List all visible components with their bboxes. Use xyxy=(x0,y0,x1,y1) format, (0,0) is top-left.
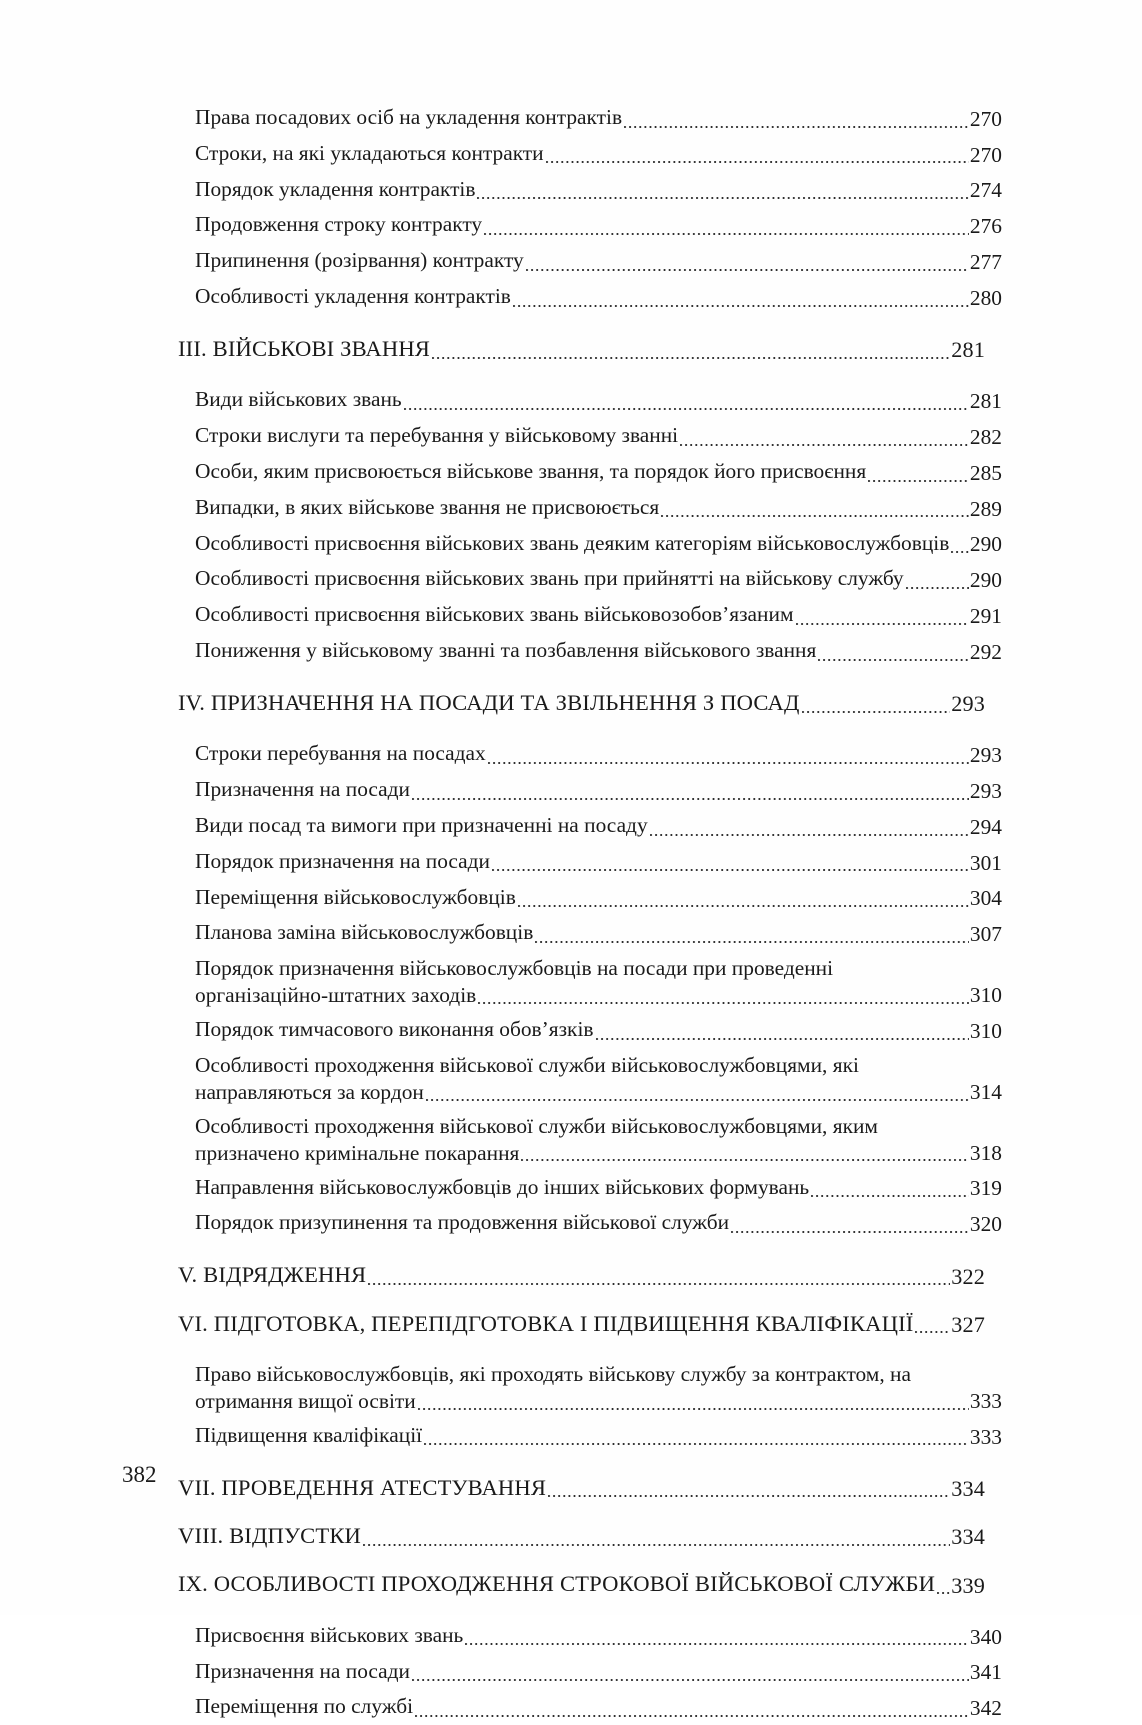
toc-entry-title: Продовження строку контракту xyxy=(195,212,483,237)
toc-entry-title: VIII. ВІДПУСТКИ xyxy=(178,1522,362,1548)
toc-entry-page-number: 294 xyxy=(969,814,1002,839)
toc-entry-title: Призначення на посади xyxy=(195,777,411,802)
dot-leader xyxy=(418,1392,969,1413)
toc-entry-title: IV. ПРИЗНАЧЕННЯ НА ПОСАДИ ТА ЗВІЛЬНЕННЯ З ПОСАД xyxy=(178,689,800,715)
toc-sub-entry[interactable] xyxy=(195,454,1002,490)
toc-entry-page-number: 289 xyxy=(969,496,1002,521)
toc-entry-title: Порядок тимчасового виконання обов’язків xyxy=(195,1017,594,1042)
toc-entry-page-number: 282 xyxy=(969,424,1002,449)
toc-chapter-entry[interactable] xyxy=(178,1569,985,1598)
toc-sub-entry[interactable] xyxy=(195,1048,1002,1109)
toc-chapter-entry[interactable] xyxy=(178,1260,985,1289)
toc-sub-entry[interactable] xyxy=(195,1654,1002,1690)
toc-entry-title: Присвоєння військових звань xyxy=(195,1622,464,1647)
toc-chapter-entry[interactable] xyxy=(178,688,985,717)
toc-sub-entry[interactable] xyxy=(195,951,1002,1012)
toc-sub-entry[interactable] xyxy=(195,633,1002,669)
dot-leader xyxy=(465,1628,969,1649)
toc-entry-tail xyxy=(195,1080,1002,1105)
toc-entry-page-number: 301 xyxy=(969,850,1002,875)
toc-entry-title: VII. ПРОВЕДЕННЯ АТЕСТУВАННЯ xyxy=(178,1474,547,1500)
table-of-contents xyxy=(178,100,1002,1725)
page-folio-number: 382 xyxy=(122,1462,157,1487)
toc-entry-title: Особливості проходження військової служби військовослужбовцями, яким xyxy=(195,1113,878,1138)
dot-leader xyxy=(513,290,969,311)
dot-leader xyxy=(650,818,969,839)
toc-entry-page-number: 314 xyxy=(969,1079,1002,1104)
toc-chapter-entry[interactable] xyxy=(178,1521,985,1550)
toc-sub-entry[interactable] xyxy=(195,915,1002,951)
toc-entry-page-number: 310 xyxy=(969,1018,1002,1043)
toc-entry-page-number: 333 xyxy=(969,1388,1002,1413)
toc-entry-title: IX. ОСОБЛИВОСТІ ПРОХОДЖЕННЯ СТРОКОВОЇ ВІЙСЬКОВОЇ СЛУЖБИ xyxy=(178,1571,936,1597)
toc-chapter-entry[interactable] xyxy=(178,1473,985,1502)
toc-sub-entry[interactable] xyxy=(195,207,1002,243)
dot-leader xyxy=(488,747,969,768)
toc-entry-page-number: 276 xyxy=(969,214,1002,239)
toc-entry-page-number: 334 xyxy=(951,1475,985,1501)
dot-leader xyxy=(868,464,969,485)
toc-entry-page-number: 290 xyxy=(969,568,1002,593)
toc-entry-title: Переміщення військовослужбовців xyxy=(195,884,516,909)
toc-sub-entry[interactable] xyxy=(195,279,1002,315)
toc-entry-page-number: 293 xyxy=(969,778,1002,803)
toc-entry-title: Види військових звань xyxy=(195,387,402,412)
toc-sub-entry[interactable] xyxy=(195,100,1002,136)
toc-entry-title: Строки, на які укладаються контракти xyxy=(195,140,544,165)
toc-entry-title: Види посад та вимоги при призначенні на посаду xyxy=(195,812,648,837)
toc-entry-title: Підвищення кваліфікації xyxy=(195,1422,423,1447)
dot-leader xyxy=(661,500,969,521)
toc-entry-title: Випадки, в яких військове звання не присвоюється xyxy=(195,494,660,519)
toc-entry-page-number: 270 xyxy=(969,142,1002,167)
toc-entry-page-number: 292 xyxy=(969,639,1002,664)
toc-chapter-entry[interactable] xyxy=(178,334,985,363)
toc-sub-entry[interactable] xyxy=(195,772,1002,808)
toc-entry-page-number: 290 xyxy=(969,532,1002,557)
dot-leader xyxy=(818,644,969,665)
toc-entry-page-number: 333 xyxy=(969,1424,1002,1449)
toc-sub-entry[interactable] xyxy=(195,382,1002,418)
toc-entry-page-number: 274 xyxy=(969,178,1002,203)
toc-entry-title: Планова заміна військовослужбовців xyxy=(195,920,534,945)
toc-entry-page-number: 318 xyxy=(969,1140,1002,1165)
dot-leader xyxy=(731,1216,969,1237)
toc-entry-page-number: 281 xyxy=(951,337,985,363)
toc-entry-page-number: 340 xyxy=(969,1624,1002,1649)
dot-leader xyxy=(915,1315,950,1338)
dot-leader xyxy=(951,536,969,557)
dot-leader xyxy=(811,1180,969,1201)
dot-leader xyxy=(518,890,969,911)
toc-sub-entry[interactable] xyxy=(195,1689,1002,1725)
dot-leader xyxy=(424,1428,969,1449)
toc-sub-entry[interactable] xyxy=(195,1205,1002,1241)
toc-entry-page-number: 320 xyxy=(969,1212,1002,1237)
toc-entry-tail xyxy=(195,1141,1002,1166)
toc-entry-title: Особливості присвоєння військових звань військовозобов’язаним xyxy=(195,602,794,627)
toc-entry-title-continued: організаційно-штатних заходів xyxy=(195,983,477,1008)
dot-leader xyxy=(521,1144,969,1165)
toc-entry-title: Особливості укладення контрактів xyxy=(195,284,511,309)
dot-leader xyxy=(796,608,969,629)
toc-entry-title: Призначення на посади xyxy=(195,1658,411,1683)
dot-leader xyxy=(404,393,969,414)
toc-entry-title: Строки вислуги та перебування у військовому званні xyxy=(195,423,679,448)
dot-leader xyxy=(412,1664,969,1685)
toc-entry-title: Особи, яким присвоюється військове звання, та порядок його присвоєння xyxy=(195,458,867,483)
toc-entry-tail xyxy=(195,1389,1002,1414)
toc-entry-title: Порядок укладення контрактів xyxy=(195,176,476,201)
toc-entry-page-number: 285 xyxy=(969,460,1002,485)
dot-leader xyxy=(415,1700,969,1721)
dot-leader xyxy=(484,218,969,239)
toc-sub-entry[interactable] xyxy=(195,880,1002,916)
toc-entry-page-number: 291 xyxy=(969,604,1002,629)
toc-entry-page-number: 293 xyxy=(969,743,1002,768)
dot-leader xyxy=(548,1479,950,1502)
toc-entry-title: III. ВІЙСЬКОВІ ЗВАННЯ xyxy=(178,335,431,361)
dot-leader xyxy=(432,341,950,364)
toc-sub-entry[interactable] xyxy=(195,418,1002,454)
toc-entry-title: Особливості присвоєння військових звань при прийнятті на військову службу xyxy=(195,566,904,591)
toc-entry-page-number: 304 xyxy=(969,886,1002,911)
toc-entry-title: Пониження у військовому званні та позбавлення військового звання xyxy=(195,638,817,663)
dot-leader xyxy=(363,1528,950,1551)
toc-entry-page-number: 270 xyxy=(969,106,1002,131)
toc-entry-title: Особливості проходження військової служби військовослужбовцями, які xyxy=(195,1052,859,1077)
toc-sub-entry[interactable] xyxy=(195,136,1002,172)
toc-entry-page-number: 310 xyxy=(969,983,1002,1008)
toc-entry-page-number: 281 xyxy=(969,389,1002,414)
toc-entry-title: Строки перебування на посадах xyxy=(195,741,486,766)
toc-sub-entry[interactable] xyxy=(195,1012,1002,1048)
dot-leader xyxy=(478,987,969,1008)
toc-sub-entry[interactable] xyxy=(195,597,1002,633)
toc-entry-page-number: 277 xyxy=(969,250,1002,275)
toc-sub-entry[interactable] xyxy=(195,736,1002,772)
toc-sub-entry[interactable] xyxy=(195,561,1002,597)
toc-entry-page-number: 339 xyxy=(951,1572,985,1598)
toc-entry-page-number: 280 xyxy=(969,285,1002,310)
dot-leader xyxy=(596,1023,969,1044)
toc-entry-tail xyxy=(195,983,1002,1008)
toc-entry-title: VI. ПІДГОТОВКА, ПЕРЕПІДГОТОВКА І ПІДВИЩЕННЯ КВАЛІФІКАЦІЇ xyxy=(178,1310,914,1336)
toc-entry-page-number: 327 xyxy=(951,1311,985,1337)
toc-entry-title-continued: направляються за кордон xyxy=(195,1079,424,1104)
dot-leader xyxy=(535,926,969,947)
toc-entry-page-number: 307 xyxy=(969,922,1002,947)
toc-sub-entry[interactable] xyxy=(195,1170,1002,1206)
dot-leader xyxy=(426,1083,969,1104)
toc-sub-entry[interactable] xyxy=(195,490,1002,526)
toc-entry-page-number: 342 xyxy=(969,1696,1002,1721)
toc-sub-entry[interactable] xyxy=(195,172,1002,208)
toc-entry-title: Права посадових осіб на укладення контрактів xyxy=(195,105,623,129)
dot-leader xyxy=(526,254,969,275)
toc-sub-entry[interactable] xyxy=(195,1109,1002,1170)
dot-leader xyxy=(937,1576,950,1599)
toc-sub-entry[interactable] xyxy=(195,808,1002,844)
toc-sub-entry[interactable] xyxy=(195,1357,1002,1418)
toc-entry-title: Порядок призначення військовослужбовців на посади при проведенні xyxy=(195,956,834,981)
toc-sub-entry[interactable] xyxy=(195,844,1002,880)
toc-entry-title-continued: отримання вищої освіти xyxy=(195,1388,416,1413)
dot-leader xyxy=(368,1267,950,1290)
toc-entry-page-number: 341 xyxy=(969,1660,1002,1685)
toc-entry-page-number: 322 xyxy=(951,1263,985,1289)
toc-entry-title: Припинення (розірвання) контракту xyxy=(195,248,524,273)
toc-entry-page-number: 319 xyxy=(969,1176,1002,1201)
dot-leader xyxy=(802,695,951,718)
dot-leader xyxy=(477,182,968,203)
toc-entry-title: V. ВІДРЯДЖЕННЯ xyxy=(178,1262,367,1288)
dot-leader xyxy=(906,572,969,593)
toc-chapter-entry[interactable] xyxy=(178,1309,985,1338)
toc-sub-entry[interactable] xyxy=(195,526,1002,562)
toc-entry-title: Порядок призупинення та продовження військової служби xyxy=(195,1210,730,1235)
toc-entry-title: Особливості присвоєння військових звань деяким категоріям військовослужбовців xyxy=(195,530,950,555)
toc-sub-entry[interactable] xyxy=(195,243,1002,279)
toc-sub-entry[interactable] xyxy=(195,1418,1002,1454)
toc-entry-page-number: 293 xyxy=(951,691,985,717)
toc-entry-title-continued: призначено кримінальне покарання xyxy=(195,1140,520,1165)
toc-entry-title: Право військовослужбовців, які проходять військову службу за контрактом, на xyxy=(195,1361,911,1386)
dot-leader xyxy=(412,783,969,804)
dot-leader xyxy=(546,146,969,167)
toc-sub-entry[interactable] xyxy=(195,1618,1002,1654)
toc-entry-page-number: 334 xyxy=(951,1524,985,1550)
toc-entry-title: Направлення військовослужбовців до інших військових формувань xyxy=(195,1174,810,1199)
toc-entry-title: Порядок призначення на посади xyxy=(195,848,490,873)
toc-entry-title: Переміщення по службі xyxy=(195,1694,414,1719)
dot-leader xyxy=(492,854,969,875)
dot-leader xyxy=(680,429,969,450)
dot-leader xyxy=(624,110,969,131)
